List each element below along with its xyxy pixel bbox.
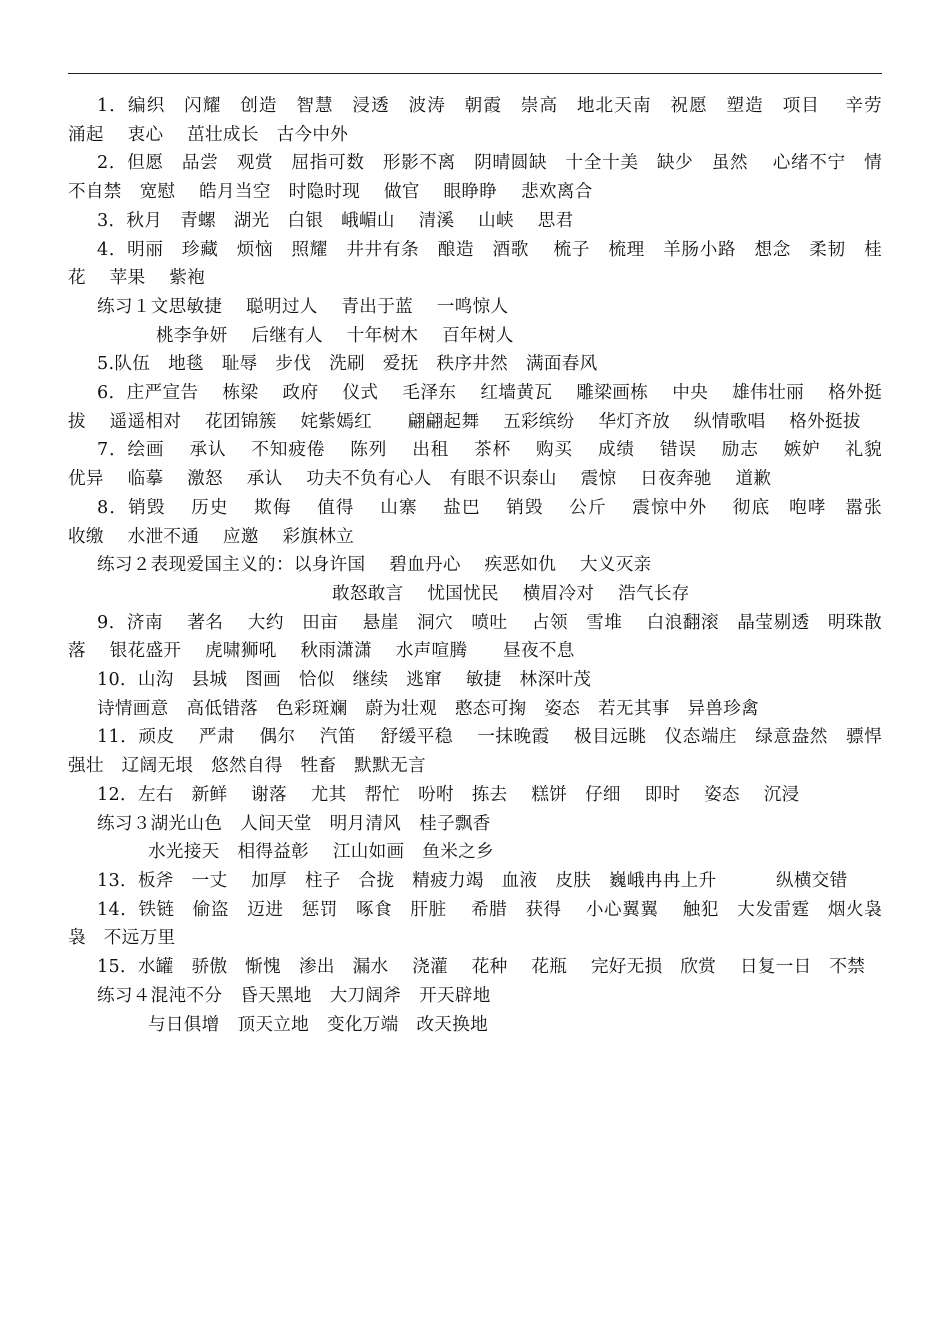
exercise-4-line-1: 练习４混沌不分 昏天黑地 大刀阔斧 开天辟地 [97, 985, 491, 1006]
exercise-1-line-1: 练习１文思敏捷 聪明过人 青出于蓝 一鸣惊人 [97, 296, 509, 317]
lesson-15-words: 15．水罐 骄傲 惭愧 渗出 漏水 浇灌 花种 花瓶 完好无损 欣赏 日复一日 不禁 [97, 957, 866, 978]
lesson-11-words: 11．顽皮 严肃 偶尔 汽笛 舒缓平稳 一抹晚霞 极目远眺 仪态端庄 绿意盎然 骠悍强壮 辽阔无垠 悠然自得 牲畜 默默无言 [68, 727, 882, 777]
lesson-7-words: 7．绘画 承认 不知疲倦 陈列 出租 茶杯 购买 成绩 错误 励志 嫉妒 礼貌 优异 临摹 激怒 承认 功夫不负有心人 有眼不识泰山 震惊 日夜奔驰 道歉 [68, 440, 906, 490]
lesson-6-words: 6．庄严宣告 栋梁 政府 仪式 毛泽东 红墙黄瓦 雕梁画栋 中央 雄伟壮丽 格外挺拔 遥遥相对 花团锦簇 姹紫嫣红 翩翩起舞 五彩缤纷 华灯齐放 纵情歌唱 格外挺拔 [68, 383, 882, 432]
exercise-2-line-1: 练习２表现爱国主义的：以身许国 碧血丹心 疾恶如仇 大义灭亲 [97, 555, 652, 576]
lesson-12-words: 12．左右 新鲜 谢落 尤其 帮忙 吩咐 拣去 糕饼 仔细 即时 姿态 沉浸 [97, 784, 800, 805]
exercise-3-line-2: 水光接天 相得益彰 江山如画 鱼米之乡 [148, 842, 494, 863]
lesson-10-words: 10．山沟 县城 图画 恰似 继续 逃窜 敏捷 林深叶茂 [97, 670, 592, 691]
lesson-8-words: 8．销毁 历史 欺侮 值得 山寨 盐巴 销毁 公斤 震惊中外 彻底 咆哮 嚣张 收缴 水泄不通 应邀 彩旗林立 [68, 497, 906, 547]
lesson-9-words: 9．济南 著名 大约 田亩 悬崖 洞穴 喷吐 占领 雪堆 白浪翻滚 晶莹剔透 明珠散落 银花盛开 虎啸狮吼 秋雨潇潇 水声喧腾 昼夜不息 [68, 612, 882, 662]
lesson-10-words-continued: 诗情画意 高低错落 色彩斑斓 蔚为壮观 憨态可掬 姿态 若无其事 异兽珍禽 [97, 698, 760, 719]
exercise-2-line-2: 敢怒敢言 忧国忧民 横眉冷对 浩气长存 [332, 583, 690, 604]
lesson-4-words: 4．明丽 珍藏 烦恼 照耀 井井有条 酿造 酒歌 梳子 梳理 羊肠小路 想念 柔韧 桂花 苹果 紫袍 [68, 239, 882, 289]
header-rule [68, 73, 882, 74]
exercise-1-line-2: 桃李争妍 后继有人 十年树木 百年树人 [156, 325, 514, 346]
lesson-3-words: 3．秋月 青螺 湖光 白银 峨嵋山 清溪 山峡 思君 [97, 210, 574, 231]
lesson-5-words: 5.队伍 地毯 耻辱 步伐 洗刷 爱抚 秩序井然 满面春风 [97, 354, 598, 375]
lesson-13-words: 13．板斧 一丈 加厚 柱子 合拢 精疲力竭 血液 皮肤 巍峨冉冉上升 纵横交错 [97, 870, 848, 891]
exercise-4-line-2: 与日俱增 顶天立地 变化万端 改天换地 [148, 1014, 488, 1035]
lesson-14-words: 14．铁链 偷盗 迈进 惩罚 啄食 肝脏 希腊 获得 小心翼翼 触犯 大发雷霆 烟火袅袅 不远万里 [68, 899, 882, 949]
lesson-1-words: 1．编织 闪耀 创造 智慧 浸透 波涛 朝霞 崇高 地北天南 祝愿 塑造 项目 辛劳 涌起 衷心 茁壮成长 古今中外 [68, 96, 906, 145]
exercise-3-line-1: 练习３湖光山色 人间天堂 明月清风 桂子飘香 [97, 813, 491, 834]
lesson-2-words: 2．但愿 品尝 观赏 屈指可数 形影不离 阴晴圆缺 十全十美 缺少 虽然 心绪不宁 情不自禁 宽慰 皓月当空 时隐时现 做官 眼睁睁 悲欢离合 [68, 153, 882, 203]
vocabulary-list [68, 92, 906, 1039]
